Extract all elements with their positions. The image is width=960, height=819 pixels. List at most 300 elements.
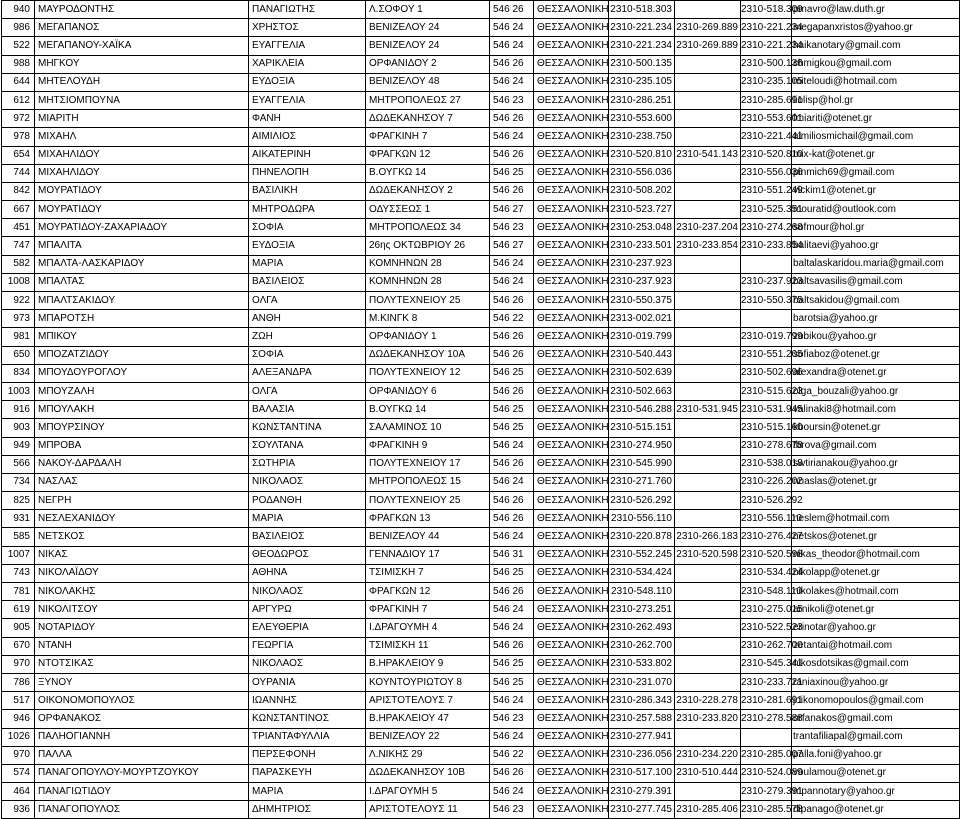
email-cell[interactable]: pinmich69@gmail.com xyxy=(792,164,960,182)
surname-cell: ΠΑΛΛΑ xyxy=(35,746,249,764)
table-row xyxy=(2,473,960,491)
table-row xyxy=(2,801,960,819)
email-cell[interactable]: nikosdotsikas@gmail.com xyxy=(792,655,960,673)
fax-cell: 2310-526.292 xyxy=(741,492,792,510)
phone2-cell xyxy=(675,437,741,455)
phone2-cell xyxy=(675,292,741,310)
phone-cell: 2310-502.639 xyxy=(609,364,675,382)
address-cell: ΠΟΛΥΤΕΧΝΕΙΟΥ 25 xyxy=(366,292,490,310)
firstname-cell: ΚΩΝΣΤΑΝΤΙΝΟΣ xyxy=(249,710,366,728)
surname-cell: ΝΕΓΡΗ xyxy=(35,492,249,510)
fax-cell xyxy=(741,728,792,746)
id-cell: 981 xyxy=(2,328,35,346)
phone2-cell xyxy=(675,346,741,364)
fax-cell: 2310-275.015 xyxy=(741,601,792,619)
firstname-cell: ΑΡΓΥΡΩ xyxy=(249,601,366,619)
postcode-cell: 546 24 xyxy=(490,19,534,37)
email-cell[interactable]: valinaki8@hotmail.com xyxy=(792,401,960,419)
address-cell: ΜΗΤΡΟΠΟΛΕΩΣ 27 xyxy=(366,91,490,109)
table-body xyxy=(2,1,960,819)
surname-cell: ΜΗΤΕΛΟΥΔΗ xyxy=(35,73,249,91)
phone-cell: 2310-545.990 xyxy=(609,455,675,473)
phone2-cell xyxy=(675,255,741,273)
postcode-cell: 546 26 xyxy=(490,583,534,601)
firstname-cell: ΝΙΚΟΛΑΟΣ xyxy=(249,655,366,673)
surname-cell: ΝΙΚΟΛΑΪΔΟΥ xyxy=(35,564,249,582)
phone2-cell xyxy=(675,601,741,619)
id-cell: 972 xyxy=(2,110,35,128)
table-row xyxy=(2,528,960,546)
city-cell: ΘΕΣΣΑΛΟΝΙΚΗ xyxy=(534,619,609,637)
surname-cell: ΜΠΡΟΒΑ xyxy=(35,437,249,455)
address-cell: ΚΟΜΝΗΝΩΝ 28 xyxy=(366,255,490,273)
table-row xyxy=(2,655,960,673)
city-cell: ΘΕΣΣΑΛΟΝΙΚΗ xyxy=(534,219,609,237)
table-row xyxy=(2,673,960,691)
city-cell: ΘΕΣΣΑΛΟΝΙΚΗ xyxy=(534,783,609,801)
phone2-cell xyxy=(675,619,741,637)
firstname-cell: ΘΕΟΔΩΡΟΣ xyxy=(249,546,366,564)
table-row xyxy=(2,382,960,400)
phone-cell: 2310-019.799 xyxy=(609,328,675,346)
phone2-cell xyxy=(675,55,741,73)
firstname-cell: ΑΛΕΞΑΝΔΡΑ xyxy=(249,364,366,382)
id-cell: 574 xyxy=(2,764,35,782)
email-cell[interactable]: kboursin@otenet.gr xyxy=(792,419,960,437)
firstname-cell: ΜΑΡΙΑ xyxy=(249,255,366,273)
surname-cell: ΜΠΑΡΟΤΣΗ xyxy=(35,310,249,328)
id-cell: 585 xyxy=(2,528,35,546)
postcode-cell: 546 24 xyxy=(490,255,534,273)
fax-cell: 2310-237.923 xyxy=(741,273,792,291)
phone2-cell xyxy=(675,655,741,673)
city-cell: ΘΕΣΣΑΛΟΝΙΚΗ xyxy=(534,655,609,673)
city-cell: ΘΕΣΣΑΛΟΝΙΚΗ xyxy=(534,128,609,146)
firstname-cell: ΣΟΦΙΑ xyxy=(249,346,366,364)
phone-cell: 2310-221.234 xyxy=(609,19,675,37)
id-cell: 619 xyxy=(2,601,35,619)
email-cell[interactable]: arnikoli@otenet.gr xyxy=(792,601,960,619)
surname-cell: ΜΠΟΖΑΤΖΙΔΟΥ xyxy=(35,346,249,364)
city-cell: ΘΕΣΣΑΛΟΝΙΚΗ xyxy=(534,182,609,200)
email-cell[interactable]: miteloudi@hotmail.com xyxy=(792,73,960,91)
surname-cell: ΜΑΥΡΟΔΟΝΤΗΣ xyxy=(35,1,249,19)
postcode-cell: 546 24 xyxy=(490,528,534,546)
surname-cell: ΜΠΟΥΡΣΙΝΟΥ xyxy=(35,419,249,437)
postcode-cell: 546 22 xyxy=(490,746,534,764)
postcode-cell: 546 24 xyxy=(490,73,534,91)
id-cell: 916 xyxy=(2,401,35,419)
fax-cell: 2310-551.249 xyxy=(741,182,792,200)
phone2-cell xyxy=(675,419,741,437)
firstname-cell: ΒΑΣΙΛΕΙΟΣ xyxy=(249,273,366,291)
postcode-cell: 546 23 xyxy=(490,710,534,728)
address-cell: Μ.ΚΙΝΓΚ 8 xyxy=(366,310,490,328)
id-cell: 1007 xyxy=(2,546,35,564)
fax-cell: 2310-522.523 xyxy=(741,619,792,637)
firstname-cell: ΒΑΣΙΛΕΙΟΣ xyxy=(249,528,366,546)
fax-cell: 2310-520.598 xyxy=(741,546,792,564)
firstname-cell: ΒΑΣΙΛΙΚΗ xyxy=(249,182,366,200)
postcode-cell: 546 26 xyxy=(490,328,534,346)
city-cell: ΘΕΣΣΑΛΟΝΙΚΗ xyxy=(534,437,609,455)
postcode-cell: 546 26 xyxy=(490,764,534,782)
id-cell: 650 xyxy=(2,346,35,364)
fax-cell: 2310-515.160 xyxy=(741,419,792,437)
email-cell[interactable]: zetantai@hotmail.com xyxy=(792,637,960,655)
phone2-cell xyxy=(675,364,741,382)
surname-cell: ΜΙΧΑΗΛΙΔΟΥ xyxy=(35,146,249,164)
postcode-cell: 546 26 xyxy=(490,292,534,310)
city-cell: ΘΕΣΣΑΛΟΝΙΚΗ xyxy=(534,346,609,364)
phone2-cell xyxy=(675,310,741,328)
id-cell: 644 xyxy=(2,73,35,91)
table-row xyxy=(2,419,960,437)
postcode-cell: 546 25 xyxy=(490,401,534,419)
email-cell[interactable]: trantafiliapal@gmail.com xyxy=(792,728,960,746)
table-row xyxy=(2,310,960,328)
postcode-cell: 546 25 xyxy=(490,364,534,382)
fax-cell: 2310-285.578 xyxy=(741,801,792,819)
fax-cell: 2310-279.391 xyxy=(741,783,792,801)
email-cell[interactable]: liolisp@hol.gr xyxy=(792,91,960,109)
address-cell: ΠΟΛΥΤΕΧΝΕΙΟΥ 25 xyxy=(366,492,490,510)
id-cell: 949 xyxy=(2,437,35,455)
email-cell[interactable]: nikas_theodor@hotmail.com xyxy=(792,546,960,564)
fax-cell: 2310-221.441 xyxy=(741,128,792,146)
id-cell: 940 xyxy=(2,1,35,19)
table-row xyxy=(2,1,960,19)
surname-cell: ΜΕΓΑΠΑΝΟΣ xyxy=(35,19,249,37)
fax-cell: 2310-235.105 xyxy=(741,73,792,91)
surname-cell: ΝΙΚΟΛΙΤΣΟΥ xyxy=(35,601,249,619)
firstname-cell: ΑΝΘΗ xyxy=(249,310,366,328)
postcode-cell: 546 26 xyxy=(490,492,534,510)
surname-cell: ΝΕΣΛΕΧΑΝΙΔΟΥ xyxy=(35,510,249,528)
firstname-cell: ΦΑΝΗ xyxy=(249,110,366,128)
firstname-cell: ΔΗΜΗΤΡΙΟΣ xyxy=(249,801,366,819)
phone-cell: 2310-221.234 xyxy=(609,37,675,55)
firstname-cell: ΕΥΔΟΞΙΑ xyxy=(249,73,366,91)
firstname-cell: ΕΥΑΓΓΕΛΙΑ xyxy=(249,37,366,55)
email-cell[interactable]: neslem@hotmail.com xyxy=(792,510,960,528)
surname-cell: ΠΑΝΑΓΟΠΟΥΛΟΣ xyxy=(35,801,249,819)
table-row xyxy=(2,601,960,619)
surname-cell: ΜΙΧΑΗΛ xyxy=(35,128,249,146)
fax-cell: 2310-553.601 xyxy=(741,110,792,128)
fax-cell: 2310-556.036 xyxy=(741,164,792,182)
surname-cell: ΝΙΚΟΛΑΚΗΣ xyxy=(35,583,249,601)
email-cell[interactable]: mix-kat@otenet.gr xyxy=(792,146,960,164)
email-cell[interactable]: nikolakes@hotmail.com xyxy=(792,583,960,601)
phone-cell: 2310-274.950 xyxy=(609,437,675,455)
email-cell[interactable]: orfanakos@gmail.com xyxy=(792,710,960,728)
email-cell[interactable]: voulamou@otenet.gr xyxy=(792,764,960,782)
email-cell[interactable]: pmavro@law.duth.gr xyxy=(792,1,960,19)
address-cell: Β.ΟΥΓΚΩ 14 xyxy=(366,164,490,182)
postcode-cell: 546 26 xyxy=(490,1,534,19)
id-cell: 973 xyxy=(2,310,35,328)
surname-cell: ΝΕΤΣΚΟΣ xyxy=(35,528,249,546)
table-row xyxy=(2,91,960,109)
address-cell: ΦΡΑΓΚΩΝ 13 xyxy=(366,510,490,528)
surname-cell: ΝΤΑΝΗ xyxy=(35,637,249,655)
email-cell[interactable]: palla.foni@yahoo.gr xyxy=(792,746,960,764)
id-cell: 936 xyxy=(2,801,35,819)
phone-cell: 2310-518.303 xyxy=(609,1,675,19)
phone2-cell xyxy=(675,201,741,219)
phone-cell: 2313-002.021 xyxy=(609,310,675,328)
email-cell[interactable]: fmiariti@otenet.gr xyxy=(792,110,960,128)
surname-cell: ΜΠΑΛΤΑ-ΛΑΣΚΑΡΙΔΟΥ xyxy=(35,255,249,273)
phone2-cell: 2310-228.278 xyxy=(675,692,741,710)
notary-table xyxy=(1,0,960,819)
phone2-cell xyxy=(675,328,741,346)
table-row xyxy=(2,583,960,601)
surname-cell: ΝΟΤΑΡΙΔΟΥ xyxy=(35,619,249,637)
address-cell: ΚΟΜΝΗΝΩΝ 28 xyxy=(366,273,490,291)
phone-cell: 2310-220.878 xyxy=(609,528,675,546)
city-cell: ΘΕΣΣΑΛΟΝΙΚΗ xyxy=(534,455,609,473)
firstname-cell: ΕΥΔΟΞΙΑ xyxy=(249,237,366,255)
firstname-cell: ΠΑΡΑΣΚΕΥΗ xyxy=(249,764,366,782)
phone2-cell xyxy=(675,637,741,655)
id-cell: 903 xyxy=(2,419,35,437)
postcode-cell: 546 24 xyxy=(490,128,534,146)
surname-cell: ΞΥΝΟΥ xyxy=(35,673,249,691)
surname-cell: ΜΠΑΛΙΤΑ xyxy=(35,237,249,255)
table-row xyxy=(2,37,960,55)
surname-cell: ΜΙΑΡΙΤΗ xyxy=(35,110,249,128)
address-cell: ΦΡΑΓΚΩΝ 12 xyxy=(366,146,490,164)
phone-cell: 2310-548.110 xyxy=(609,583,675,601)
address-cell: ΔΩΔΕΚΑΝΗΣΟΥ 2 xyxy=(366,182,490,200)
id-cell: 464 xyxy=(2,783,35,801)
phone2-cell xyxy=(675,673,741,691)
fax-cell: 2310-556.110 xyxy=(741,510,792,528)
surname-cell: ΠΑΝΑΓΟΠΟΥΛΟΥ-ΜΟΥΡΤΖΟΥΚΟΥ xyxy=(35,764,249,782)
postcode-cell: 546 26 xyxy=(490,637,534,655)
fax-cell: 2310-518.309 xyxy=(741,1,792,19)
firstname-cell: ΠΕΡΣΕΦΟΝΗ xyxy=(249,746,366,764)
postcode-cell: 546 25 xyxy=(490,564,534,582)
phone2-cell xyxy=(675,583,741,601)
email-cell[interactable]: baltsavasilis@gmail.com xyxy=(792,273,960,291)
firstname-cell: ΣΟΥΛΤΑΝΑ xyxy=(249,437,366,455)
postcode-cell: 546 26 xyxy=(490,346,534,364)
id-cell: 970 xyxy=(2,746,35,764)
city-cell: ΘΕΣΣΑΛΟΝΙΚΗ xyxy=(534,364,609,382)
phone-cell: 2310-277.745 xyxy=(609,801,675,819)
phone2-cell xyxy=(675,455,741,473)
email-cell[interactable]: nnaslas@otenet.gr xyxy=(792,473,960,491)
email-cell[interactable]: sofmour@hol.gr xyxy=(792,219,960,237)
surname-cell: ΜΟΥΡΑΤΙΔΟΥ-ΖΑΧΑΡΙΑΔΟΥ xyxy=(35,219,249,237)
phone-cell: 2310-279.391 xyxy=(609,783,675,801)
city-cell: ΘΕΣΣΑΛΟΝΙΚΗ xyxy=(534,528,609,546)
phone2-cell: 2310-285.406 xyxy=(675,801,741,819)
table-row xyxy=(2,364,960,382)
phone-cell: 2310-271.760 xyxy=(609,473,675,491)
fax-cell: 2310-281.691 xyxy=(741,692,792,710)
postcode-cell: 546 24 xyxy=(490,601,534,619)
phone-cell: 2310-277.941 xyxy=(609,728,675,746)
firstname-cell: ΜΑΡΙΑ xyxy=(249,783,366,801)
email-cell[interactable]: swtirianakou@yahoo.gr xyxy=(792,455,960,473)
fax-cell: 2310-274.268 xyxy=(741,219,792,237)
email-cell[interactable]: netskos@otenet.gr xyxy=(792,528,960,546)
address-cell: ΠΟΛΥΤΕΧΝΕΙΟΥ 17 xyxy=(366,455,490,473)
surname-cell: ΜΟΥΡΑΤΙΔΟΥ xyxy=(35,201,249,219)
phone-cell: 2310-508.202 xyxy=(609,182,675,200)
email-cell[interactable]: sofiaboz@otenet.gr xyxy=(792,346,960,364)
postcode-cell: 546 23 xyxy=(490,91,534,109)
table-row xyxy=(2,564,960,582)
email-cell[interactable]: dipanago@otenet.gr xyxy=(792,801,960,819)
surname-cell: ΜΗΓΚΟΥ xyxy=(35,55,249,73)
phone2-cell xyxy=(675,273,741,291)
postcode-cell: 546 23 xyxy=(490,801,534,819)
fax-cell: 2310-520.810 xyxy=(741,146,792,164)
email-cell[interactable] xyxy=(792,492,960,510)
email-cell[interactable]: balitaevi@yahoo.gr xyxy=(792,237,960,255)
id-cell: 582 xyxy=(2,255,35,273)
postcode-cell: 546 22 xyxy=(490,310,534,328)
email-cell[interactable]: baltsakidou@gmail.com xyxy=(792,292,960,310)
firstname-cell: ΣΩΤΗΡΙΑ xyxy=(249,455,366,473)
email-cell[interactable]: raniaxinou@yahoo.gr xyxy=(792,673,960,691)
phone2-cell: 2310-269.889 xyxy=(675,19,741,37)
surname-cell: ΠΑΝΑΓΙΩΤΙΔΟΥ xyxy=(35,783,249,801)
firstname-cell: ΑΙΚΑΤΕΡΙΝΗ xyxy=(249,146,366,164)
firstname-cell: ΚΩΝΣΤΑΝΤΙΝΑ xyxy=(249,419,366,437)
address-cell: ΤΣΙΜΙΣΚΗ 7 xyxy=(366,564,490,582)
city-cell: ΘΕΣΣΑΛΟΝΙΚΗ xyxy=(534,19,609,37)
address-cell: Λ.ΝΙΚΗΣ 29 xyxy=(366,746,490,764)
fax-cell: 2310-534.424 xyxy=(741,564,792,582)
phone-cell: 2310-502.663 xyxy=(609,382,675,400)
phone-cell: 2310-500.135 xyxy=(609,55,675,73)
email-cell[interactable]: tbrova@gmail.com xyxy=(792,437,960,455)
address-cell: ΟΡΦΑΝΙΔΟΥ 1 xyxy=(366,328,490,346)
address-cell: ΓΕΝΝΑΔΙΟΥ 17 xyxy=(366,546,490,564)
phone-cell: 2310-556.036 xyxy=(609,164,675,182)
email-cell[interactable]: mpannotary@yahoo.gr xyxy=(792,783,960,801)
address-cell: ΠΟΛΥΤΕΧΝΕΙΟΥ 12 xyxy=(366,364,490,382)
email-cell[interactable]: baltalaskaridou.maria@gmail.com xyxy=(792,255,960,273)
firstname-cell: ΜΗΤΡΟΔΩΡΑ xyxy=(249,201,366,219)
fax-cell xyxy=(741,255,792,273)
email-cell[interactable]: aimiliosmichail@gmail.com xyxy=(792,128,960,146)
surname-cell: ΜΠΙΚΟΥ xyxy=(35,328,249,346)
email-cell[interactable]: vickim1@otenet.gr xyxy=(792,182,960,200)
email-cell[interactable]: haikanotary@gmail.com xyxy=(792,37,960,55)
email-cell[interactable]: alexandra@otenet.gr xyxy=(792,364,960,382)
fax-cell: 2310-221.234 xyxy=(741,19,792,37)
surname-cell: ΟΙΚΟΝΟΜΟΠΟΥΛΟΣ xyxy=(35,692,249,710)
city-cell: ΘΕΣΣΑΛΟΝΙΚΗ xyxy=(534,583,609,601)
table-row xyxy=(2,73,960,91)
id-cell: 905 xyxy=(2,619,35,637)
firstname-cell: ΜΑΡΙΑ xyxy=(249,510,366,528)
table-row xyxy=(2,128,960,146)
city-cell: ΘΕΣΣΑΛΟΝΙΚΗ xyxy=(534,73,609,91)
table-row xyxy=(2,437,960,455)
phone-cell: 2310-520.810 xyxy=(609,146,675,164)
phone-cell: 2310-534.424 xyxy=(609,564,675,582)
address-cell: Λ.ΣΟΦΟΥ 1 xyxy=(366,1,490,19)
table-row xyxy=(2,146,960,164)
postcode-cell: 546 26 xyxy=(490,382,534,400)
phone-cell: 2310-273.251 xyxy=(609,601,675,619)
table-row xyxy=(2,401,960,419)
table-row xyxy=(2,255,960,273)
email-cell[interactable]: barotsia@yahoo.gr xyxy=(792,310,960,328)
postcode-cell: 546 31 xyxy=(490,546,534,564)
firstname-cell: ΠΗΝΕΛΟΠΗ xyxy=(249,164,366,182)
phone2-cell xyxy=(675,473,741,491)
table-row xyxy=(2,492,960,510)
email-cell[interactable]: nikolapp@otenet.gr xyxy=(792,564,960,582)
firstname-cell: ΕΥΑΓΓΕΛΙΑ xyxy=(249,91,366,109)
phone-cell: 2310-262.493 xyxy=(609,619,675,637)
city-cell: ΘΕΣΣΑΛΟΝΙΚΗ xyxy=(534,473,609,491)
phone-cell: 2310-540.443 xyxy=(609,346,675,364)
phone2-cell xyxy=(675,728,741,746)
firstname-cell: ΙΩΑΝΝΗΣ xyxy=(249,692,366,710)
email-cell[interactable]: erinotar@yahoo.gr xyxy=(792,619,960,637)
table-row xyxy=(2,783,960,801)
surname-cell: ΜΠΑΛΤΑΣ xyxy=(35,273,249,291)
firstname-cell: ΧΡΗΣΤΟΣ xyxy=(249,19,366,37)
phone2-cell xyxy=(675,91,741,109)
email-cell[interactable]: zobikou@yahoo.gr xyxy=(792,328,960,346)
id-cell: 744 xyxy=(2,164,35,182)
fax-cell: 2310-500.136 xyxy=(741,55,792,73)
id-cell: 1026 xyxy=(2,728,35,746)
phone2-cell xyxy=(675,1,741,19)
phone-cell: 2310-233.501 xyxy=(609,237,675,255)
email-cell[interactable]: olga_bouzali@yahoo.gr xyxy=(792,382,960,400)
table-row xyxy=(2,728,960,746)
city-cell: ΘΕΣΣΑΛΟΝΙΚΗ xyxy=(534,328,609,346)
surname-cell: ΟΡΦΑΝΑΚΟΣ xyxy=(35,710,249,728)
postcode-cell: 546 25 xyxy=(490,673,534,691)
firstname-cell: ΝΙΚΟΛΑΟΣ xyxy=(249,473,366,491)
email-cell[interactable]: megapanxristos@yahoo.gr xyxy=(792,19,960,37)
fax-cell: 2310-550.375 xyxy=(741,292,792,310)
phone2-cell xyxy=(675,382,741,400)
fax-cell: 2310-278.588 xyxy=(741,710,792,728)
city-cell: ΘΕΣΣΑΛΟΝΙΚΗ xyxy=(534,801,609,819)
email-cell[interactable]: joikonomopoulos@gmail.com xyxy=(792,692,960,710)
email-cell[interactable]: chmigkou@gmail.com xyxy=(792,55,960,73)
table-row xyxy=(2,164,960,182)
firstname-cell: ΧΑΡΙΚΛΕΙΑ xyxy=(249,55,366,73)
id-cell: 743 xyxy=(2,564,35,582)
id-cell: 978 xyxy=(2,128,35,146)
email-cell[interactable]: mouratid@outlook.com xyxy=(792,201,960,219)
city-cell: ΘΕΣΣΑΛΟΝΙΚΗ xyxy=(534,1,609,19)
phone2-cell: 2310-510.444 xyxy=(675,764,741,782)
surname-cell: ΜΠΟΥΛΑΚΗ xyxy=(35,401,249,419)
phone2-cell xyxy=(675,492,741,510)
postcode-cell: 546 24 xyxy=(490,37,534,55)
city-cell: ΘΕΣΣΑΛΟΝΙΚΗ xyxy=(534,601,609,619)
id-cell: 734 xyxy=(2,473,35,491)
firstname-cell: ΝΙΚΟΛΑΟΣ xyxy=(249,583,366,601)
address-cell: ΟΡΦΑΝΙΔΟΥ 2 xyxy=(366,55,490,73)
